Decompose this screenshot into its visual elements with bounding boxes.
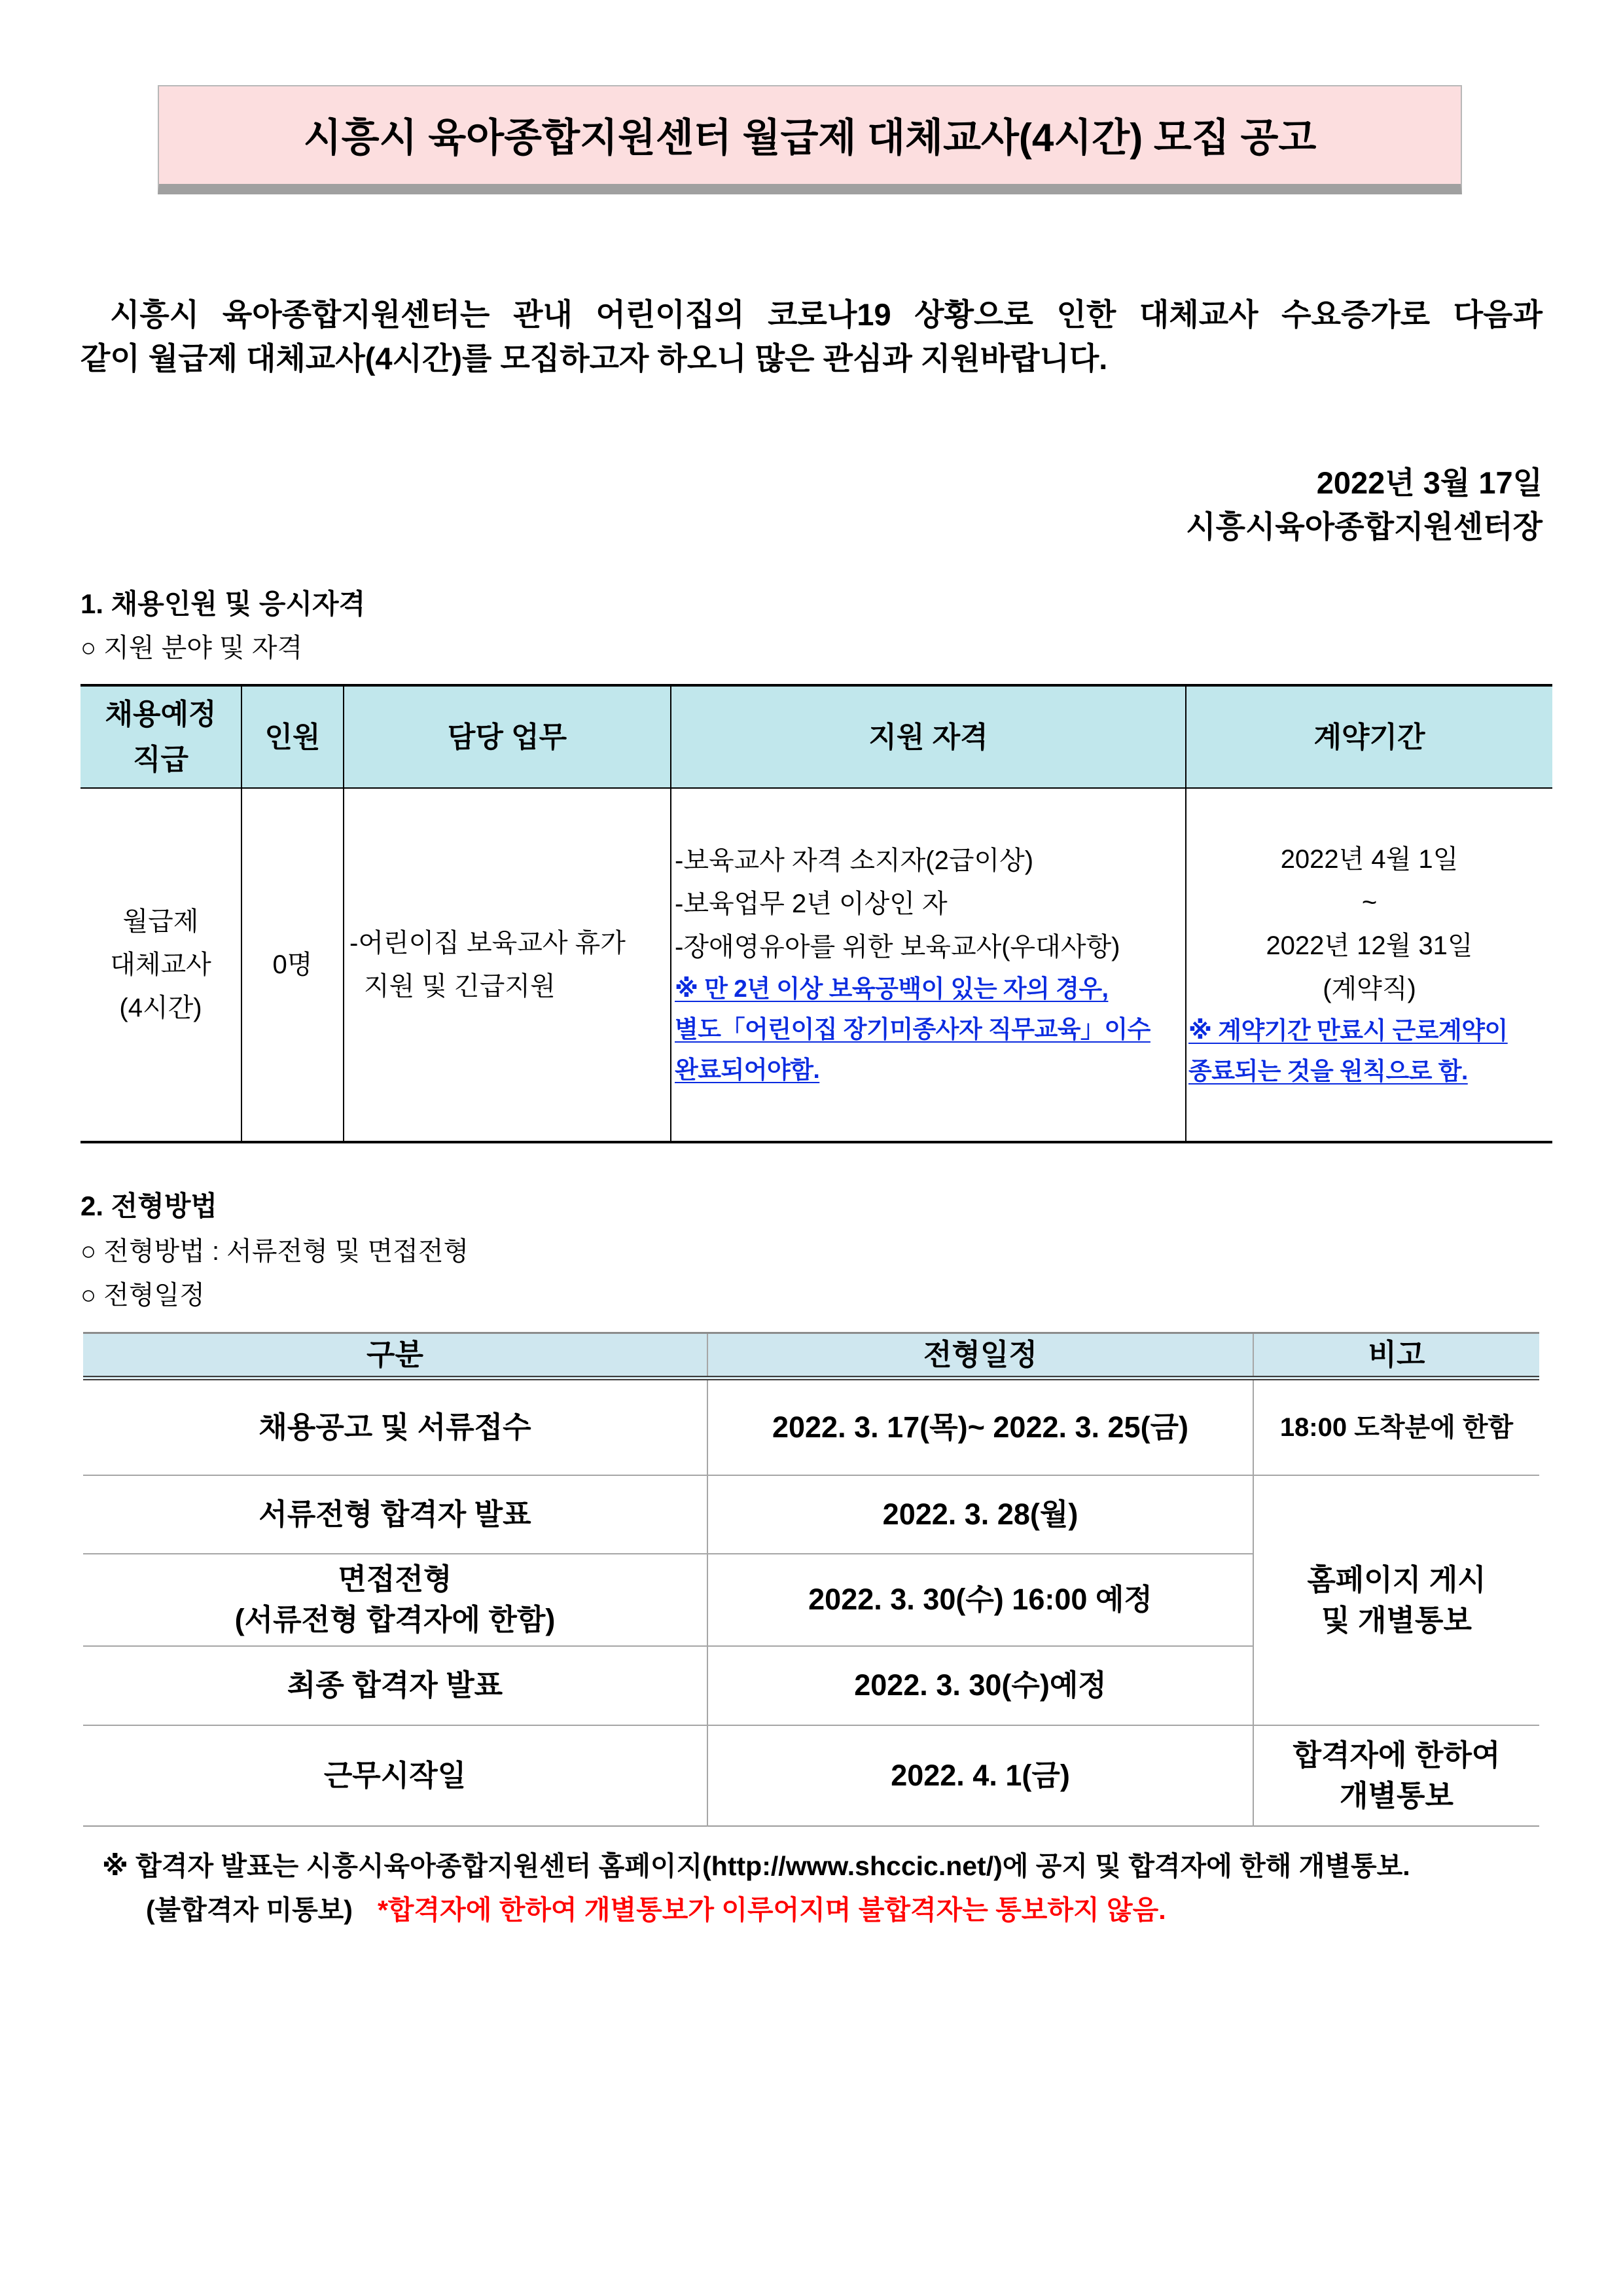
- contract-note-line: 종료되는 것을 원칙으로 함.: [1188, 1058, 1468, 1085]
- section2-item: ○ 전형방법 : 서류전형 및 면접전형: [80, 1237, 469, 1266]
- position-line: (4시간): [119, 994, 202, 1022]
- schedule-table: [83, 1332, 1539, 1827]
- recruitment-table: [80, 684, 1552, 1143]
- contract-note-line: ※ 계약기간 만료시 근로계약이: [1188, 1017, 1508, 1044]
- emphasis-text: *합격자에 한하여 개별통보가 이루어지며 불합격자는 통보하지 않음.: [377, 1895, 1166, 1925]
- remark-line: 개별통보: [1340, 1778, 1454, 1812]
- header-position-line: 직급: [132, 744, 188, 776]
- contract-note: [1188, 1011, 1550, 1092]
- contract-line: ~: [1361, 888, 1378, 917]
- header-contract-period: 계약기간: [1186, 685, 1552, 788]
- cell-position: [80, 788, 241, 1142]
- remark-line: 및 개별통보: [1321, 1603, 1472, 1637]
- header-schedule: 전형일정: [707, 1333, 1253, 1378]
- cell-contract-period: [1186, 788, 1552, 1142]
- issue-block: [80, 461, 1543, 548]
- cell-headcount: 0명: [241, 788, 344, 1142]
- header-position: [80, 685, 241, 788]
- contract-period: [1188, 838, 1550, 1011]
- qualification-item: -보육업무 2년 이상인 자: [675, 889, 948, 918]
- stage-line: 면접전형: [338, 1562, 452, 1596]
- issue-date: 2022년 3월 17일: [1316, 465, 1543, 500]
- stage-line: (서류전형 합격자에 한함): [234, 1603, 556, 1636]
- table-row: [80, 788, 1552, 1142]
- header-stage: 구분: [83, 1333, 707, 1378]
- remark-line: 홈페이지 게시: [1307, 1562, 1486, 1596]
- qualification-item: -장애영유아를 위한 보육교사(우대사항): [675, 933, 1120, 961]
- table-header-row: [83, 1333, 1539, 1378]
- duties-line: 지원 및 긴급지원: [364, 972, 556, 1001]
- non-notice-text: (불합격자 미통보): [146, 1895, 353, 1925]
- header-position-line: 채용예정: [105, 698, 217, 730]
- qualification-note-line: ※ 만 2년 이상 보육공백이 있는 자의 경우,: [675, 975, 1109, 1002]
- cell-stage: [83, 1554, 707, 1646]
- header-duties: 담당 업무: [344, 685, 671, 788]
- contract-line: 2022년 12월 31일: [1266, 931, 1473, 960]
- header-remark: 비고: [1253, 1333, 1539, 1378]
- cell-stage: 최종 합격자 발표: [83, 1646, 707, 1725]
- intro-paragraph: [80, 293, 1543, 380]
- intro-line: 같이 월급제 대체교사(4시간)를 모집하고자 하오니 많은 관심과 지원바랍니다.: [80, 341, 1108, 376]
- table-row: [83, 1475, 1539, 1554]
- header-headcount: 인원: [241, 685, 344, 788]
- header-qualifications: 지원 자격: [671, 685, 1186, 788]
- section1-heading: 1. 채용인원 및 응시자격: [80, 588, 366, 619]
- section1-subheading: ○ 지원 분야 및 자격: [80, 634, 303, 662]
- issuer-name: 시흥시육아종합지원센터장: [1186, 509, 1543, 544]
- position-line: 월급제: [122, 907, 199, 936]
- contract-line: 2022년 4월 1일: [1280, 845, 1459, 874]
- cell-remark: [1253, 1475, 1539, 1725]
- section2-heading: 2. 전형방법: [80, 1191, 217, 1221]
- cell-schedule: 2022. 3. 30(수) 16:00 예정: [707, 1554, 1253, 1646]
- qualification-note-line: 별도「어린이집 장기미종사자 직무교육」이수: [675, 1016, 1150, 1043]
- cell-schedule: 2022. 3. 28(월): [707, 1475, 1253, 1554]
- announcement-note: ※ 합격자 발표는 시흥시육아종합지원센터 홈페이지(http://www.shccic.net/)에 공지 및 합격자에 한해 개별통보.: [102, 1851, 1410, 1881]
- cell-stage: 근무시작일: [83, 1725, 707, 1826]
- cell-schedule: 2022. 3. 17(목)~ 2022. 3. 25(금): [707, 1378, 1253, 1475]
- cell-stage: 채용공고 및 서류접수: [83, 1378, 707, 1475]
- position-line: 대체교사: [110, 950, 211, 979]
- cell-qualifications: [671, 788, 1186, 1142]
- table-header-row: [80, 685, 1552, 788]
- cell-duties: [344, 788, 671, 1142]
- cell-schedule: 2022. 4. 1(금): [707, 1725, 1253, 1826]
- title-banner: [158, 85, 1462, 194]
- cell-remark: 18:00 도착분에 한함: [1253, 1378, 1539, 1475]
- duties-line: -어린이집 보육교사 휴가: [349, 929, 626, 958]
- document-title: 시흥시 육아종합지원센터 월급제 대체교사(4시간) 모집 공고: [303, 115, 1317, 160]
- section2-item: ○ 전형일정: [80, 1281, 205, 1310]
- cell-remark: [1253, 1725, 1539, 1826]
- table-row: [83, 1378, 1539, 1475]
- qualification-note-line: 완료되어야함.: [675, 1056, 820, 1083]
- notification-note: [146, 1888, 1553, 1932]
- cell-schedule: 2022. 3. 30(수)예정: [707, 1646, 1253, 1725]
- contract-line: (계약직): [1323, 975, 1416, 1003]
- qualification-note: [675, 969, 1183, 1090]
- remark-line: 합격자에 한하여: [1293, 1738, 1501, 1772]
- cell-stage: 서류전형 합격자 발표: [83, 1475, 707, 1554]
- qualification-item: -보육교사 자격 소지자(2급이상): [675, 846, 1034, 875]
- table-row: [83, 1725, 1539, 1826]
- intro-line: 시흥시 육아종합지원센터는 관내 어린이집의 코로나19 상황으로 인한 대체교사 수요증가로 다음과: [110, 297, 1543, 332]
